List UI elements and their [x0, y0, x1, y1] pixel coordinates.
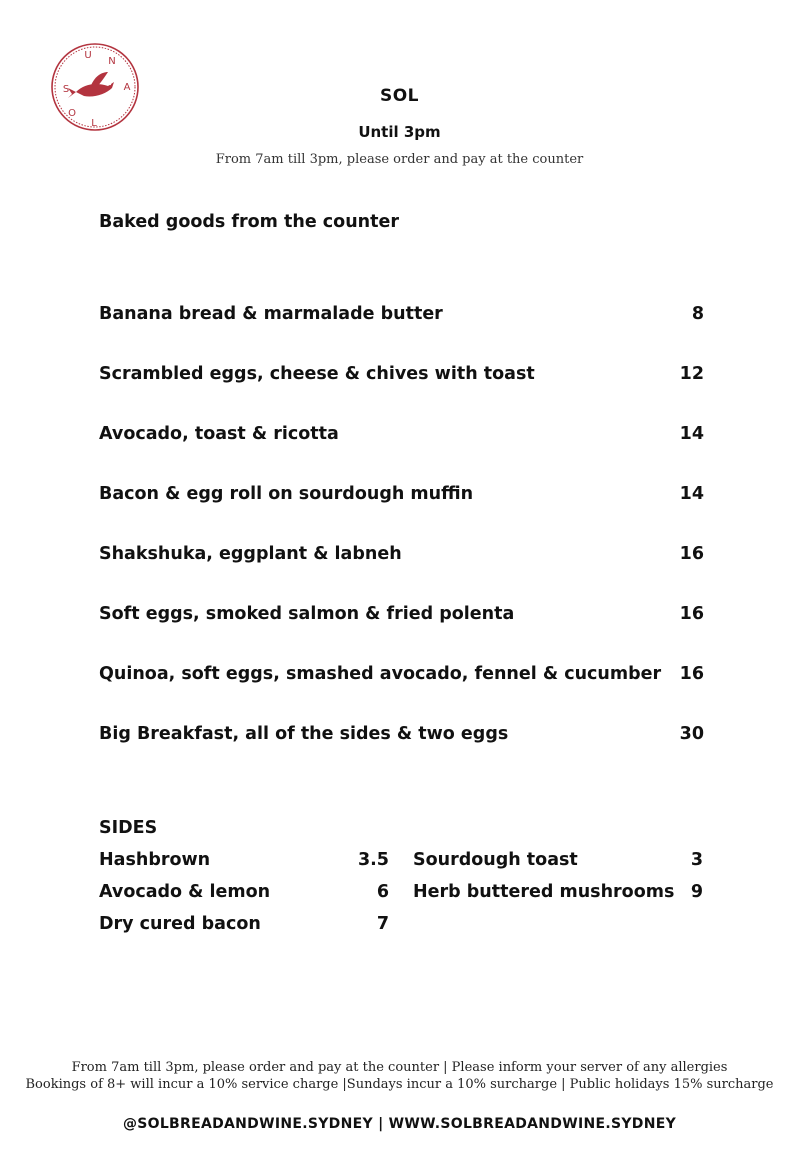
side-item-price: 6 [376, 882, 389, 902]
side-item [99, 914, 389, 946]
menu-item-name: Shakshuka, eggplant & labneh [99, 544, 402, 564]
side-item [99, 850, 389, 882]
side-item-name: Hashbrown [99, 850, 211, 870]
menu-item-name: Scrambled eggs, cheese & chives with toast [99, 364, 535, 384]
side-item-name: Avocado & lemon [99, 882, 271, 902]
menu-item [99, 364, 704, 424]
side-item-price: 3 [690, 850, 703, 870]
menu-item [99, 724, 704, 784]
menu-item [99, 664, 704, 724]
logo-letter-s: S [62, 84, 70, 95]
side-item [413, 850, 703, 882]
footer-line-2: Bookings of 8+ will incur a 10% service charge |Sundays incur a 10% surcharge | Public holidays 15% surcharge [25, 1077, 774, 1092]
menu-item-name: Big Breakfast, all of the sides & two eggs [99, 724, 509, 744]
menu-item-price: 14 [679, 424, 704, 444]
menu-item-name: Quinoa, soft eggs, smashed avocado, fennel & cucumber [99, 664, 662, 684]
side-item [99, 882, 389, 914]
side-item-price: 7 [376, 914, 389, 934]
menu-item-price: 8 [691, 304, 704, 324]
sides-right-column [413, 850, 703, 914]
page-subtitle: Until 3pm [358, 123, 441, 141]
menu-item [99, 304, 704, 364]
logo-letter-l: L [91, 118, 97, 129]
menu-item-price: 14 [679, 484, 704, 504]
menu-item-name: Bacon & egg roll on sourdough muffin [99, 484, 474, 504]
menu-items [99, 304, 704, 784]
menu-item-name: Banana bread & marmalade butter [99, 304, 443, 324]
menu-item-name: Soft eggs, smoked salmon & fried polenta [99, 604, 515, 624]
menu-item [99, 544, 704, 604]
menu-item-name: Avocado, toast & ricotta [99, 424, 339, 444]
menu-item-price: 16 [679, 664, 704, 684]
menu-item [99, 484, 704, 544]
page-title: SOL [379, 86, 420, 106]
side-item [413, 882, 703, 914]
side-item-name: Dry cured bacon [99, 914, 261, 934]
logo-letter-a: A [123, 82, 131, 93]
sides-left-column [99, 850, 389, 946]
logo-letter-n: N [108, 56, 116, 67]
menu-item-price: 30 [679, 724, 704, 744]
logo-letter-u: U [84, 50, 92, 61]
sides-title: SIDES [99, 818, 158, 838]
order-note: From 7am till 3pm, please order and pay at the counter [215, 152, 584, 167]
menu-item-price: 12 [679, 364, 704, 384]
footer-line-1: From 7am till 3pm, please order and pay at the counter | Please inform your server of any allergies [71, 1060, 728, 1075]
section-title: Baked goods from the counter [99, 212, 399, 232]
menu-item-price: 16 [679, 544, 704, 564]
social-links: @SOLBREADANDWINE.SYDNEY | WWW.SOLBREADANDWINE.SYDNEY [122, 1116, 677, 1132]
side-item-price: 9 [690, 882, 703, 902]
menu-item [99, 604, 704, 664]
logo-letter-o: O [68, 108, 76, 119]
menu-item [99, 424, 704, 484]
side-item-name: Sourdough toast [413, 850, 578, 870]
side-item-name: Herb buttered mushrooms [413, 882, 675, 902]
side-item-price: 3.5 [357, 850, 389, 870]
menu-item-price: 16 [679, 604, 704, 624]
